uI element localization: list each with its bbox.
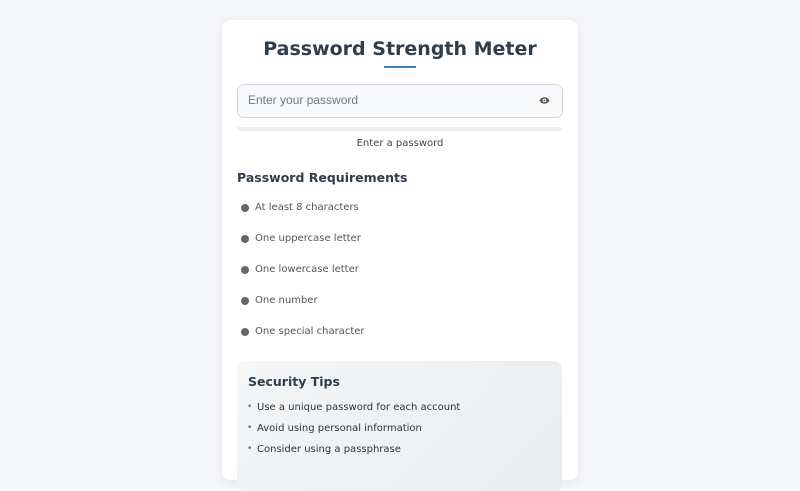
status-dot-icon bbox=[241, 297, 249, 305]
password-field-container bbox=[237, 84, 563, 118]
status-dot-icon bbox=[241, 266, 249, 274]
eye-icon[interactable] bbox=[539, 95, 550, 106]
requirement-item: One lowercase letter bbox=[241, 264, 365, 295]
requirement-item: At least 8 characters bbox=[241, 202, 365, 233]
status-dot-icon bbox=[241, 235, 249, 243]
bullet-icon: • bbox=[247, 444, 253, 454]
requirement-item: One uppercase letter bbox=[241, 233, 365, 264]
status-dot-icon bbox=[241, 204, 249, 212]
strength-bar bbox=[237, 127, 562, 131]
tips-list bbox=[247, 402, 460, 465]
requirement-item: One special character bbox=[241, 326, 365, 357]
status-dot-icon bbox=[241, 328, 249, 336]
tip-item: • Avoid using personal information bbox=[247, 423, 460, 444]
tip-item: • Consider using a passphrase bbox=[247, 444, 460, 465]
requirements-title: Password Requirements bbox=[237, 170, 408, 185]
title-underline bbox=[384, 66, 416, 68]
bullet-icon: • bbox=[247, 402, 253, 412]
requirement-item: One number bbox=[241, 295, 365, 326]
password-card bbox=[222, 20, 578, 480]
password-input[interactable] bbox=[238, 85, 528, 115]
tips-title: Security Tips bbox=[248, 374, 340, 389]
bullet-icon: • bbox=[247, 423, 253, 433]
tip-item: • Use a unique password for each account bbox=[247, 402, 460, 423]
page-title: Password Strength Meter bbox=[263, 38, 537, 60]
strength-label: Enter a password bbox=[356, 138, 444, 149]
security-tips-panel bbox=[237, 361, 562, 491]
requirements-list bbox=[241, 202, 365, 357]
